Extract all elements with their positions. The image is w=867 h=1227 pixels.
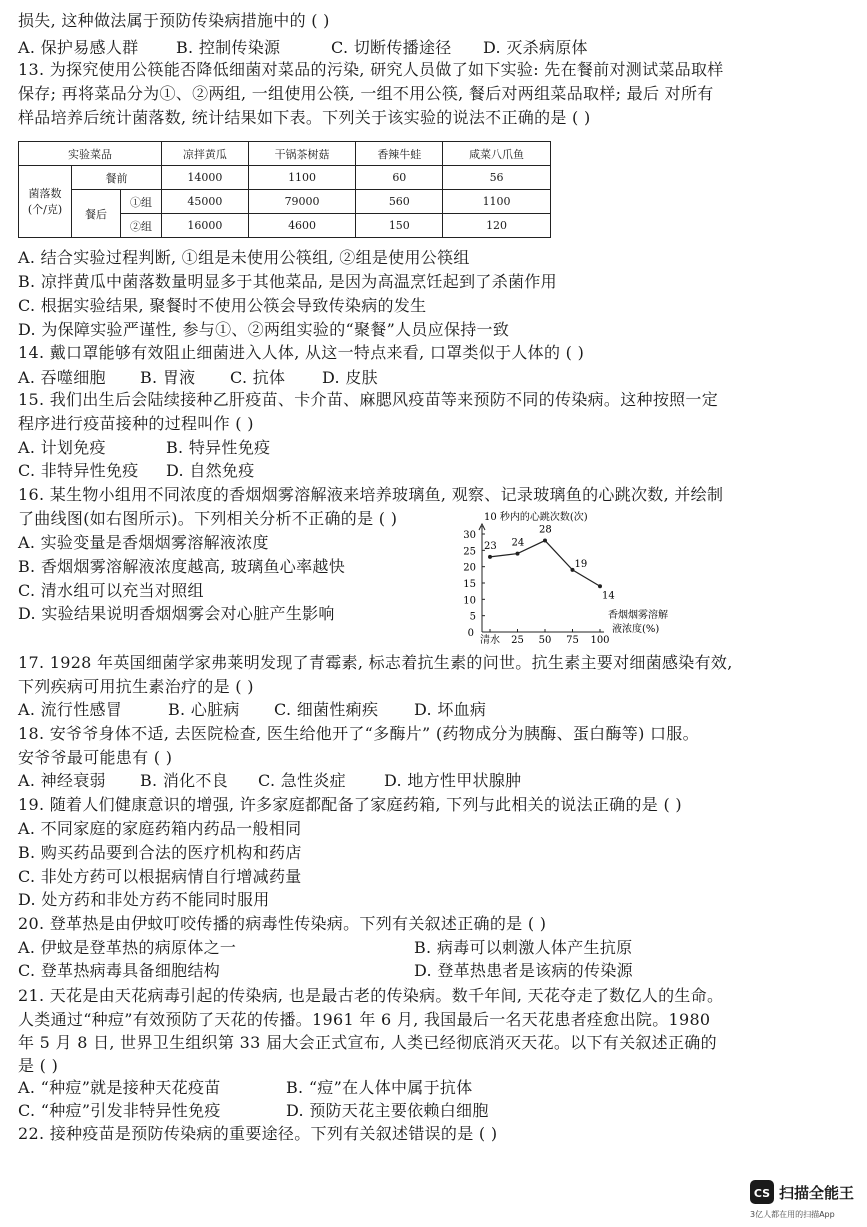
question-15-options-row-1 [18,437,270,459]
question-13-line-2: 保存; 再将菜品分为①、②两组, 一组使用公筷, 一组不用公筷, 餐后对两组菜品取样; 最后 对所有 [18,84,714,103]
x-tick-label: 25 [511,635,524,646]
data-point [488,555,492,559]
y-tick-label: 15 [463,579,476,590]
y-tick-label: 5 [469,611,476,623]
question-13-option-c: C. 根据实验结果, 聚餐时不使用公筷会导致传染病的发生 [18,296,427,315]
option-a: A. 保护易感人群 [18,38,139,57]
question-18-options [18,770,521,792]
option-b: B. 特异性免疫 [166,438,271,457]
table-header-cell: 咸菜八爪鱼 [443,142,551,166]
y-tick-label: 25 [463,546,476,558]
table-cell: 45000 [162,190,249,214]
data-label: 14 [602,590,615,602]
option-b: B. 消化不良 [140,771,229,790]
question-21-line-3: 年 5 月 8 日, 世界卫生组织第 33 届大会正式宣布, 人类已经彻底消灭天花。以下有关叙述正确的 [18,1033,717,1052]
experiment-table [18,141,551,238]
y-tick-label: 30 [463,530,476,541]
question-14-options [18,367,378,389]
option-b: B. 胃液 [140,368,196,387]
question-16-option-c: C. 清水组可以充当对照组 [18,581,204,600]
question-13-line-3: 样品培养后统计菌落数, 统计结果如下表。下列关于该实验的说法不正确的是 ( ) [18,108,591,127]
heart-rate-chart [440,508,690,648]
table-cell: 56 [443,166,551,190]
question-16-line-1: 16. 某生物小组用不同浓度的香烟烟雾溶解液来培养玻璃鱼, 观察、记录玻璃鱼的心跳次数, 并绘制 [18,485,724,504]
option-a: A. 伊蚊是登革热的病原体之一 [18,938,237,957]
brand-tagline: 3亿人都在用的扫描App [750,1210,835,1219]
option-d: D. 预防天花主要依赖白细胞 [286,1101,489,1120]
question-13-option-b: B. 凉拌黄瓜中菌落数量明显多于其他菜品, 是因为高温烹饪起到了杀菌作用 [18,272,557,291]
question-17-line-1: 17. 1928 年英国细菌学家弗莱明发现了青霉素, 标志着抗生素的问世。抗生素主要对细菌感染有效, [18,653,733,672]
question-19-option-a: A. 不同家庭的家庭药箱内药品一般相同 [18,819,302,838]
question-19-option-b: B. 购买药品要到合法的医疗机构和药店 [18,843,302,862]
option-c: C. 切断传播途径 [331,38,452,57]
question-17-options [18,699,486,721]
question-12-options [18,37,588,59]
row-label-group-1: ①组 [121,190,162,214]
question-12-stem-tail: 损失, 这种做法属于预防传染病措施中的 ( ) [18,11,330,30]
option-a: A. 吞噬细胞 [18,368,106,387]
row-label-after: 餐后 [72,190,121,238]
y-tick-label: 10 [463,595,476,607]
data-point [516,552,520,556]
option-d: D. 皮肤 [322,368,378,387]
question-15-options-row-2 [18,460,255,482]
table-cell: 560 [356,190,443,214]
question-21-options-row-2 [18,1100,489,1122]
table-cell: 60 [356,166,443,190]
question-20-stem: 20. 登革热是由伊蚊叮咬传播的病毒性传染病。下列有关叙述正确的是 ( ) [18,914,547,933]
question-21-line-4: 是 ( ) [18,1056,59,1075]
chart-x-axis-label-part-1: 香烟烟雾溶解 [608,610,668,621]
question-20-options-row-1 [18,937,632,959]
row-label-group-2: ②组 [121,214,162,238]
option-c: C. 细菌性痢疾 [274,700,379,719]
option-d: D. 灭杀病原体 [483,38,588,57]
table-cell: 14000 [162,166,249,190]
question-21-line-2: 人类通过“种痘”有效预防了天花的传播。1961 年 6 月, 我国最后一名天花患者痊愈出院。1980 [18,1010,711,1029]
question-19-stem: 19. 随着人们健康意识的增强, 许多家庭都配备了家庭药箱, 下列与此相关的说法正确的是 ( ) [18,795,682,814]
question-18-line-2: 安爷爷最可能患有 ( ) [18,748,173,767]
option-c: C. 抗体 [230,368,286,387]
data-label: 24 [511,537,525,549]
table-cell: 1100 [443,190,551,214]
question-16-option-d: D. 实验结果说明香烟烟雾会对心脏产生影响 [18,604,335,623]
option-d: D. 自然免疫 [166,461,255,480]
option-d: D. 登革热患者是该病的传染源 [414,961,633,980]
question-19-option-c: C. 非处方药可以根据病情自行增减药量 [18,867,302,886]
question-15-line-1: 15. 我们出生后会陆续接种乙肝疫苗、卡介苗、麻腮风疫苗等来预防不同的传染病。这种按照一定 [18,390,719,409]
x-tick-label: 100 [590,635,610,646]
data-label: 23 [484,540,497,552]
option-a: A. 神经衰弱 [18,771,106,790]
cs-logo-text: CS [753,1187,771,1200]
question-15-line-2: 程序进行疫苗接种的过程叫作 ( ) [18,414,254,433]
question-19-option-d: D. 处方药和非处方药不能同时服用 [18,890,270,909]
y-tick-label-origin: 0 [467,628,474,639]
option-b: B. 心脏病 [168,700,240,719]
question-13-line-1: 13. 为探究使用公筷能否降低细菌对菜品的污染, 研究人员做了如下实验: 先在餐前对测试菜品取样 [18,60,724,79]
question-14-stem: 14. 戴口罩能够有效阻止细菌进入人体, 从这一特点来看, 口罩类似于人体的 ( ) [18,343,585,362]
option-d: D. 坏血病 [414,700,487,719]
question-13-option-a: A. 结合实验过程判断, ①组是未使用公筷组, ②组是使用公筷组 [18,248,470,267]
question-16-option-a: A. 实验变量是香烟烟雾溶解液浓度 [18,533,269,552]
question-16-line-2: 了曲线图(如右图所示)。下列相关分析不正确的是 ( ) [18,509,398,528]
option-d: D. 地方性甲状腺肿 [384,771,522,790]
x-tick-label: 75 [566,635,579,646]
table-cell: 150 [356,214,443,238]
row-label-before: 餐前 [72,166,162,190]
brand-name: 扫描全能王 [779,1184,855,1202]
question-21-options-row-1 [18,1077,473,1099]
row-label-colony-count: 菌落数 (个/克) [19,166,72,238]
option-c: C. 非特异性免疫 [18,461,139,480]
question-13-option-d: D. 为保障实验严谨性, 参与①、②两组实验的“聚餐”人员应保持一致 [18,320,510,339]
question-20-options-row-2 [18,960,633,982]
question-22-stem: 22. 接种疫苗是预防传染病的重要途径。下列有关叙述错误的是 ( ) [18,1124,498,1143]
question-17-line-2: 下列疾病可用抗生素治疗的是 ( ) [18,677,254,696]
table-header-cell: 香辣牛蛙 [356,142,443,166]
chart-y-axis-label: 10 秒内的心跳次数(次) [484,512,588,523]
data-point [598,584,602,588]
option-c: C. 急性炎症 [258,771,346,790]
option-c: C. 登革热病毒具备细胞结构 [18,961,221,980]
table-header-cell: 干锅茶树菇 [248,142,356,166]
data-label: 28 [539,524,552,536]
table-cell: 4600 [248,214,356,238]
option-a: A. “种痘”就是接种天花疫苗 [18,1078,221,1097]
option-b: B. “痘”在人体中属于抗体 [286,1078,473,1097]
table-cell: 16000 [162,214,249,238]
option-c: C. “种痘”引发非特异性免疫 [18,1101,221,1120]
option-b: B. 控制传染源 [176,38,281,57]
table-header-cell: 实验菜品 [19,142,162,166]
x-tick-label: 清水 [480,635,500,646]
data-label: 19 [574,558,588,570]
table-cell: 79000 [248,190,356,214]
table-header-cell: 凉拌黄瓜 [162,142,249,166]
option-b: B. 病毒可以刺激人体产生抗原 [414,938,633,957]
table-cell: 1100 [248,166,356,190]
question-16-option-b: B. 香烟烟雾溶解液浓度越高, 玻璃鱼心率越快 [18,557,346,576]
table-cell: 120 [443,214,551,238]
y-tick-label: 20 [463,562,476,574]
question-21-line-1: 21. 天花是由天花病毒引起的传染病, 也是最古老的传染病。数千年间, 天花夺走了数亿人的生命。 [18,986,724,1005]
scanner-watermark [750,1178,862,1220]
question-18-line-1: 18. 安爷爷身体不适, 去医院检查, 医生给他开了“多酶片” (药物成分为胰酶、蛋白酶等) 口服。 [18,724,699,743]
option-a: A. 计划免疫 [18,438,106,457]
x-tick-label: 50 [538,635,552,646]
data-point [543,539,547,543]
chart-x-axis-label-part-2: 液浓度(%) [612,624,660,635]
option-a: A. 流行性感冒 [18,700,123,719]
